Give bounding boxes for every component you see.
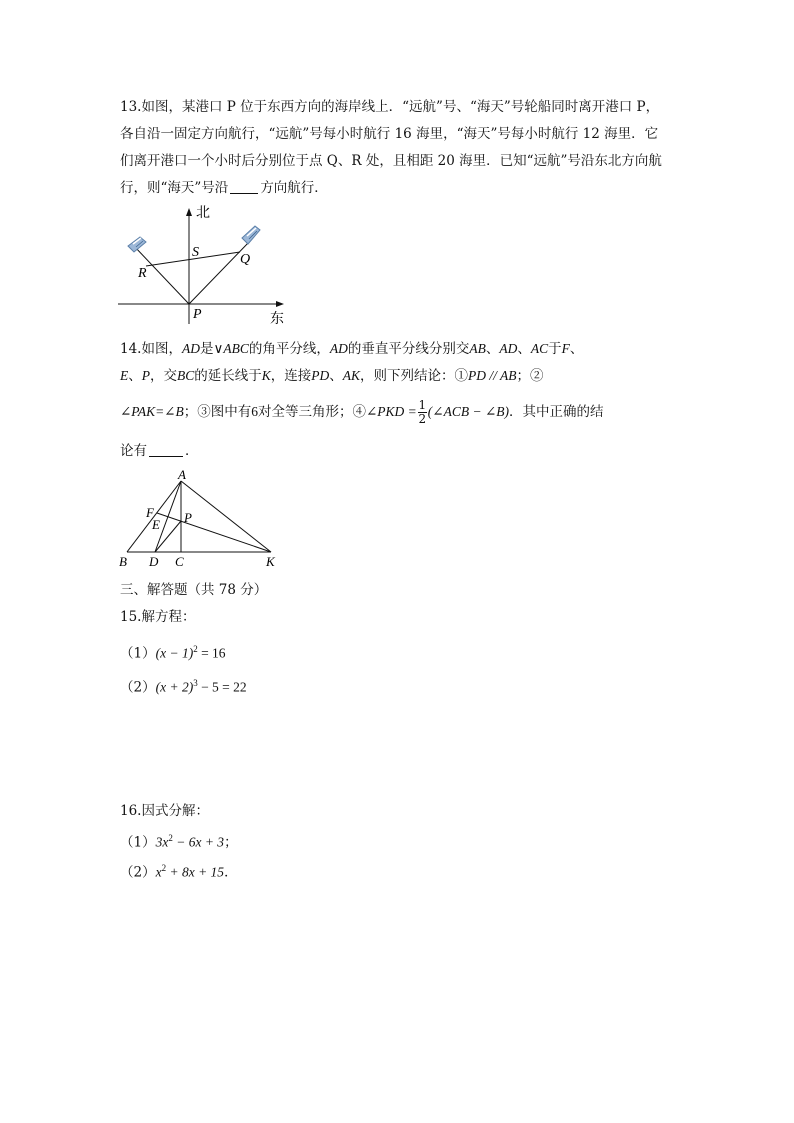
math-exponent: 2 (193, 644, 198, 654)
math-expr: (x + 2) (155, 679, 194, 695)
math-AC: AC (530, 341, 549, 356)
math-AK: AK (342, 368, 361, 383)
line-FK (157, 513, 271, 552)
q14-figure (115, 468, 290, 572)
q14-text: ．其中正确的结 (509, 404, 604, 420)
q14-line-2 (120, 366, 544, 386)
math-angle-diff: (∠ACB − ∠B) (427, 404, 510, 419)
q14-text: 、 (569, 341, 584, 357)
q13-line-4 (120, 178, 328, 198)
math-P: P (141, 368, 150, 383)
q16-title: 16.因式分解： (120, 803, 209, 819)
q13-line-2: 各自沿一固定方向航行，“远航”号每小时航行 16 海里，“海天”号每小时航行 12 海里．它 (120, 126, 659, 142)
label-B: B (119, 554, 127, 569)
q14-text: ． (185, 443, 199, 459)
math-E: E (120, 368, 129, 383)
q14-line-4 (120, 441, 199, 461)
north-arrow-icon (186, 208, 192, 216)
math-AB: AB (469, 341, 486, 356)
q14-text: ；③图中有 (183, 404, 252, 420)
fraction-one-half (418, 399, 427, 426)
math-exponent: 2 (168, 833, 173, 843)
q14-text: 、 (485, 341, 500, 357)
label-K: K (266, 554, 275, 569)
q14-text: 的延长线于 (194, 368, 262, 384)
math-angle-PKD: ∠PKD = (366, 404, 417, 419)
answer-blank (230, 179, 258, 194)
q14-line-1 (120, 339, 583, 359)
label-F: F (146, 505, 154, 520)
q14-text: 的角平分线， (248, 341, 330, 357)
q15-part-1 (120, 639, 226, 664)
math-angle-PAK: ∠PAK=∠B (120, 404, 184, 419)
q13-line-1: 13.如图，某港口 P 位于东西方向的海岸线上．“远航”号、“海天”号轮船同时离开港口 P， (120, 99, 660, 115)
q14-text: ；② (516, 368, 544, 384)
q14-text: 、 (329, 368, 343, 384)
label-north: 北 (196, 206, 210, 221)
part-label: （2） (120, 864, 156, 881)
q14-text: 是∨ (199, 341, 224, 357)
label-C: C (175, 554, 184, 569)
frac-num: 1 (418, 398, 427, 412)
label-Q: Q (240, 252, 251, 267)
q13-line-3: 们离开港口一个小时后分别位于点 Q、R 处，且相距 20 海里．已知“远航”号沿东北方向航 (120, 153, 662, 169)
q15-title: 15.解方程： (120, 609, 196, 625)
math-PD-parallel-AB: PD // AB (468, 368, 517, 383)
q14-text: 对全等三角形；④ (258, 404, 366, 420)
frac-den: 2 (418, 412, 427, 426)
q14-text: 于 (548, 341, 562, 357)
math-6: 6 (251, 404, 258, 419)
q14-text: 、 (517, 341, 531, 357)
q16-part-2 (120, 858, 238, 883)
math-exponent: 3 (193, 678, 198, 688)
math-PD: PD (311, 368, 330, 383)
punctuation: ； (224, 834, 238, 851)
math-exponent: 2 (161, 863, 167, 873)
math-expr: = 16 (197, 645, 226, 661)
q13-line-4-text: 行，则“海天”号沿 (120, 180, 229, 196)
label-A: A (178, 468, 186, 482)
math-K: K (261, 368, 271, 383)
answer-blank (149, 442, 183, 457)
punctuation: ． (224, 864, 238, 881)
math-expr: − 6x + 3 (172, 834, 225, 850)
ship-icon-left (128, 237, 146, 252)
q14-text: ，则下列结论：① (360, 368, 469, 384)
q14-line-3 (120, 398, 604, 426)
part-label: （1） (120, 834, 156, 851)
math-expr: x (155, 864, 162, 880)
q13-line-4-end: 方向航行． (260, 180, 328, 196)
q14-text: 的垂直平分线分别交 (347, 341, 470, 357)
math-ABC: ABC (223, 341, 249, 356)
label-P: P (184, 510, 192, 525)
q14-text: 14.如图， (120, 341, 182, 357)
math-AD: AD (181, 341, 200, 356)
q14-text: ，连接 (270, 368, 312, 384)
part-label: （2） (120, 679, 156, 696)
q14-text: ，交 (150, 368, 177, 384)
section-heading: 三、解答题（共 78 分） (120, 582, 268, 598)
math-expr: 3x (155, 834, 169, 850)
label-P: P (193, 307, 202, 322)
math-expr: (x − 1) (155, 645, 194, 661)
q15-part-2 (120, 673, 247, 698)
line-AK (181, 481, 271, 552)
ship-icon-right (242, 226, 260, 244)
math-BC: BC (177, 368, 195, 383)
label-S: S (192, 245, 199, 260)
q14-text: 、 (128, 368, 142, 384)
label-R: R (138, 266, 147, 281)
math-AD: AD (329, 341, 348, 356)
label-E: E (152, 517, 160, 532)
label-D: D (149, 554, 159, 569)
label-east: 东 (270, 312, 284, 327)
q13-figure (110, 200, 310, 330)
math-AD: AD (499, 341, 518, 356)
q16-part-1 (120, 828, 238, 853)
part-label: （1） (120, 645, 156, 662)
east-arrow-icon (276, 301, 284, 307)
math-expr: + 8x + 15 (166, 864, 225, 880)
q14-text: 论有 (120, 443, 147, 459)
math-expr: − 5 = 22 (197, 679, 247, 695)
math-F: F (561, 341, 570, 356)
